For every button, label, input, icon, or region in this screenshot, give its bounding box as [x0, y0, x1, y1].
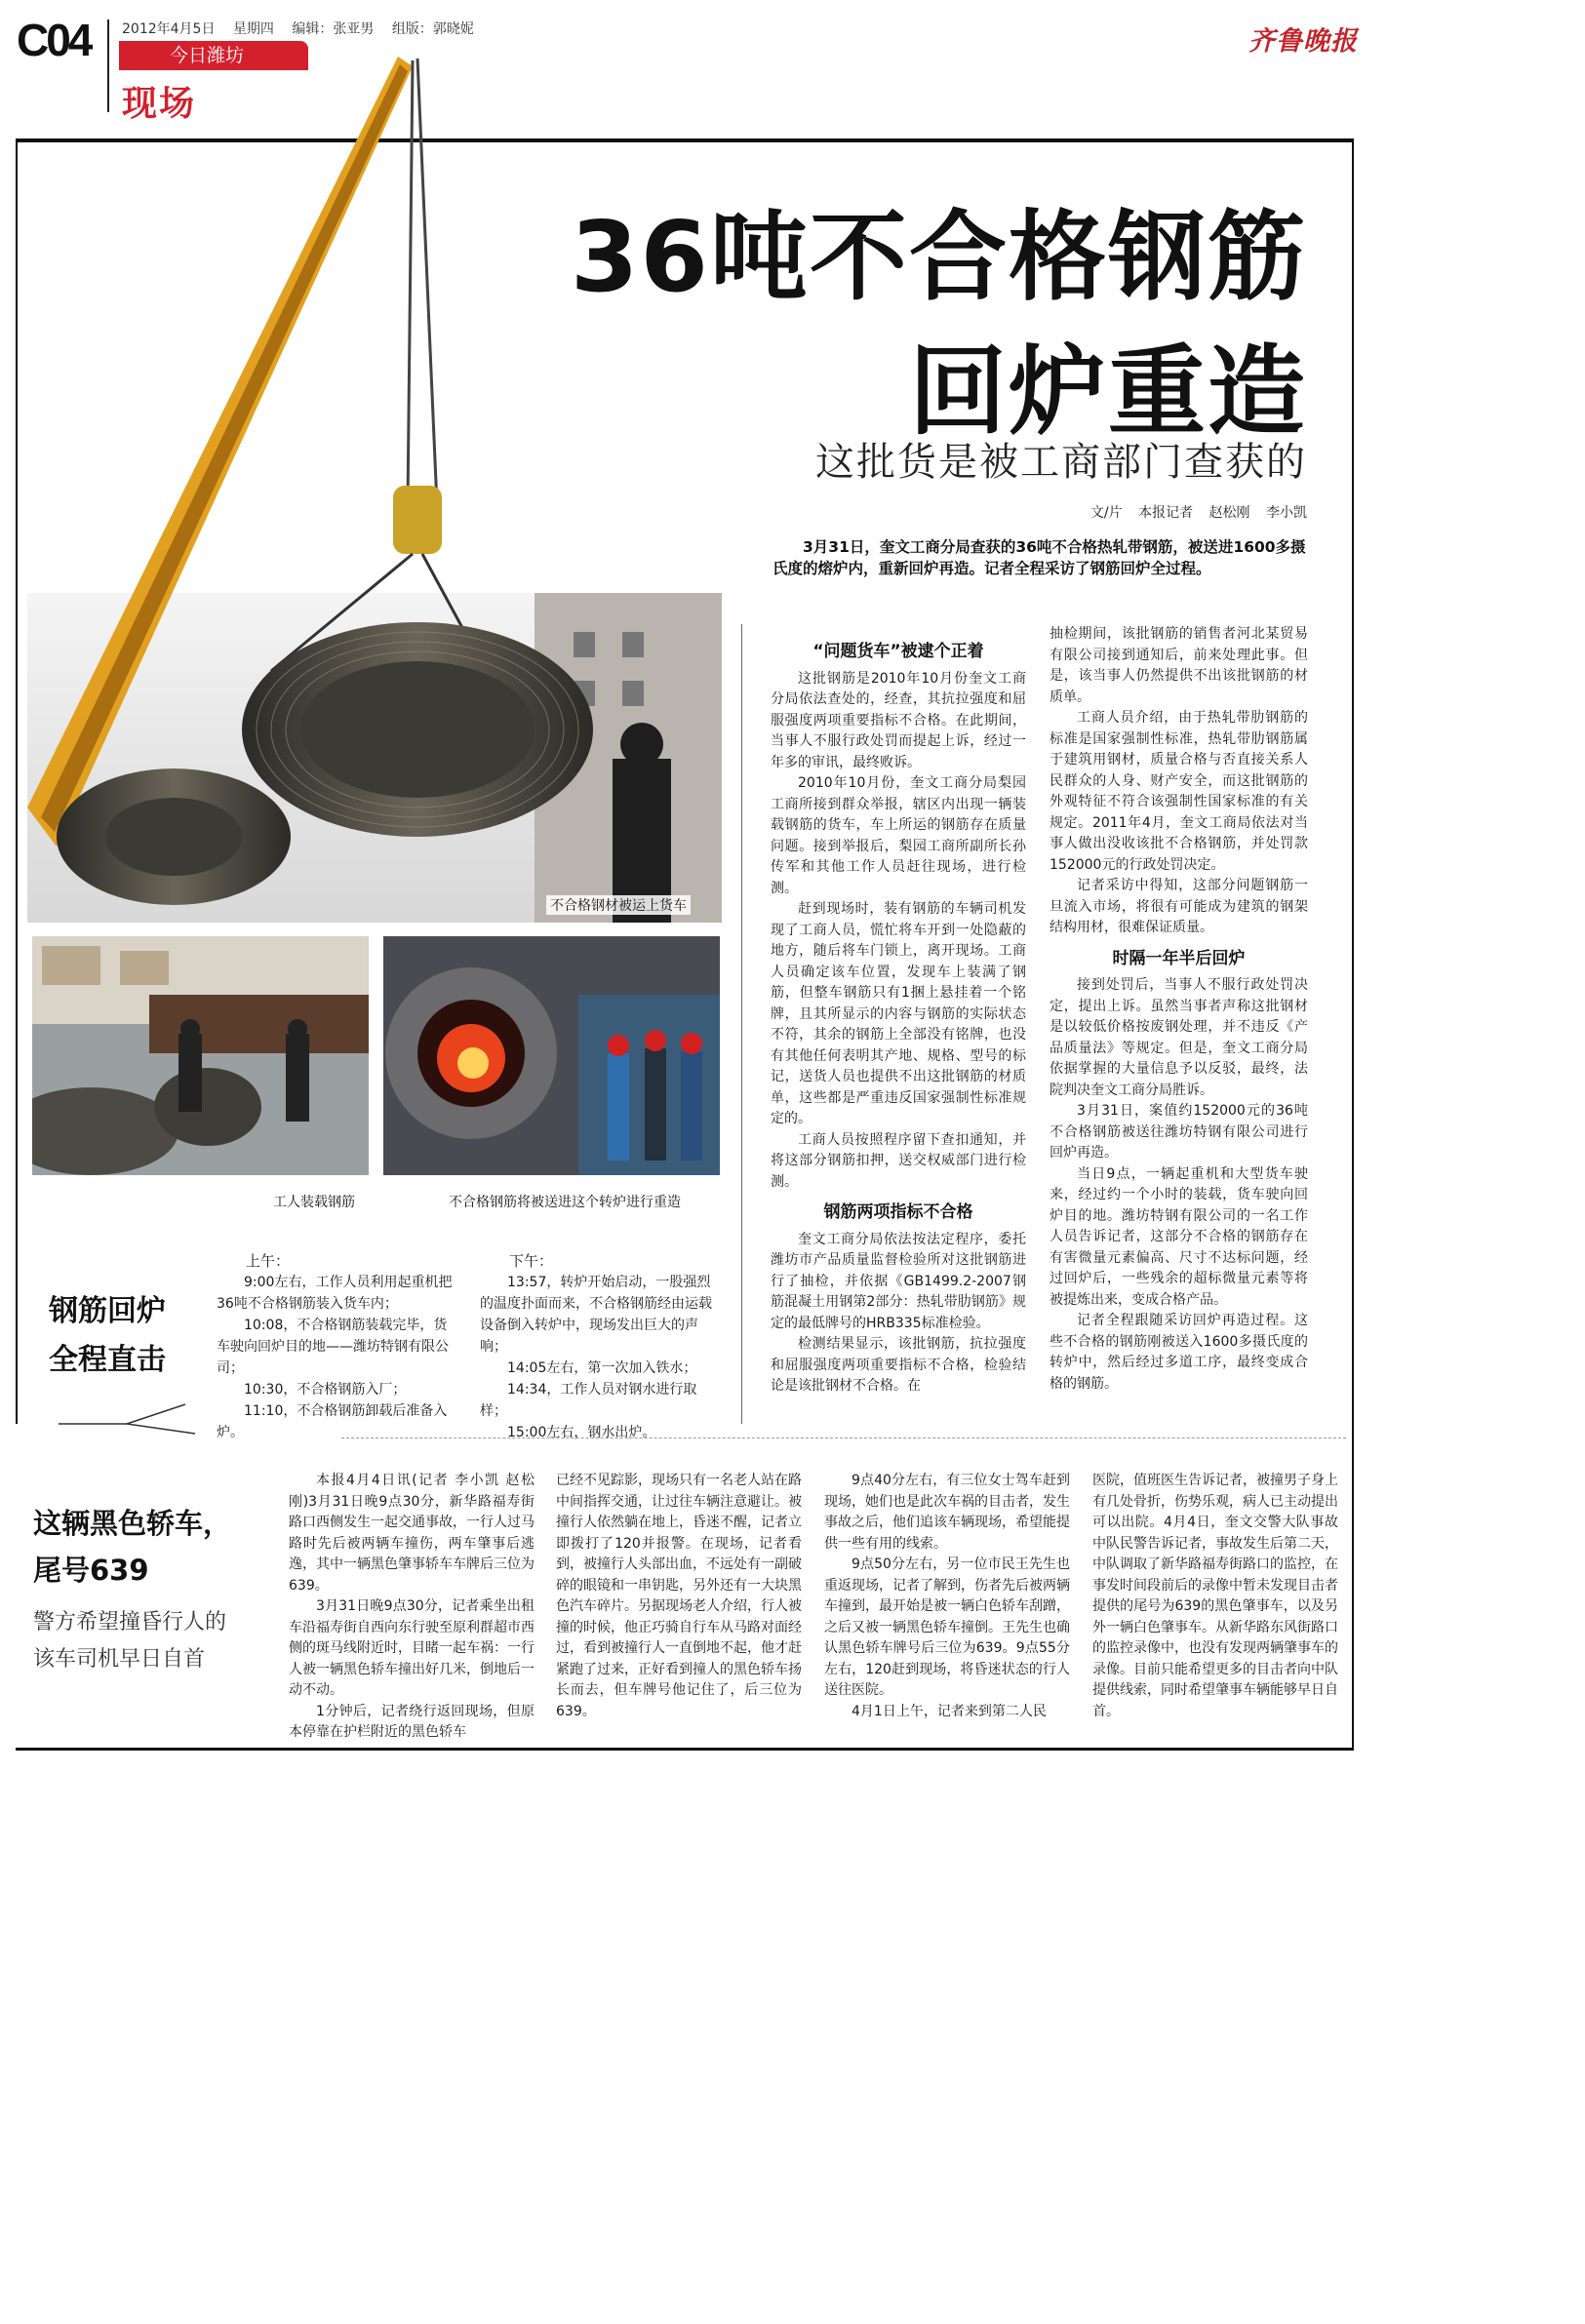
story-paragraph: 3月31日晚9点30分，记者乘坐出租车沿福寿街自西向东行驶至原利群超市西侧的斑马线附近时，目睹一起车祸：一行人被一辆黑色轿车撞出好几米，倒地后一动不动。	[289, 1598, 535, 1698]
caption-photo-right: 不合格钢筋将被送进这个转炉进行重造	[449, 1195, 681, 1210]
article-paragraph: 记者采访中得知，这部分问题钢筋一旦流入市场，将很有可能成为建筑的钢架结构用材，很难保证质量。	[1050, 878, 1308, 935]
article-paragraph: 这批钢筋是2010年10月份奎文工商分局依法查处的，经查，其抗拉强度和屈服强度两项重要指标不合格。在此期间，当事人不服行政处罚而提起上诉，经过一年多的审讯，最终败诉。	[771, 670, 1026, 770]
timeline-title	[49, 1287, 166, 1385]
issue-editor: 编辑：张亚男	[292, 21, 375, 37]
article-paragraph: 接到处罚后，当事人不服行政处罚决定，提出上诉。虽然当事者声称这批钢材是以较低价格按废钢处理，并不违反《产品质量法》等规定。但是，奎文工商分局依据掌握的大量信息予以反驳，最终，法院判决奎文工商分局胜诉。	[1050, 977, 1308, 1098]
caption-photo-left: 工人装载钢筋	[273, 1195, 355, 1210]
article-paragraph: 2010年10月份，奎文工商分局梨园工商所接到群众举报，辖区内出现一辆装载钢筋的货车，车上所运的钢筋存在质量问题。接到举报后，梨园工商所副所长孙传军和其他工作人员赶往现场，进行检测。	[771, 775, 1026, 896]
timeline-am-label: 上午：	[246, 1252, 291, 1270]
byline-role: 本报记者	[1138, 505, 1194, 521]
byline-author-1: 赵松刚	[1209, 505, 1250, 521]
article-paragraph: 工商人员按照程序留下查扣通知，并将这部分钢筋扣押，送交权威部门进行检测。	[771, 1131, 1026, 1190]
story-deck	[33, 1604, 226, 1678]
headline-line-1: 36吨不合格钢筋	[570, 200, 1307, 314]
issue-date: 2012年4月5日	[122, 21, 216, 37]
article-paragraph: 检测结果显示，该批钢筋，抗拉强度和屈服强度两项重要指标不合格，检验结论是该批钢材不合格。在	[771, 1336, 1026, 1394]
lead-paragraph: 3月31日，奎文工商分局查获的36吨不合格热轧带钢筋，被送进1600多摄氏度的熔炉内，重新回炉再造。记者全程采访了钢筋回炉全过程。	[773, 538, 1306, 577]
page-code: C04	[17, 15, 91, 65]
story-deck-line-2: 该车司机早日自首	[33, 1647, 206, 1672]
article-paragraph: 赶到现场时，装有钢筋的车辆司机发现了工商人员，慌忙将车开到一处隐蔽的地方，随后将车门锁上，离开现场。工商人员确定该车位置，发现车上装满了钢筋，但整车钢筋只有1捆上悬挂着一个铭牌，且其所显示的内容与钢筋的实际状态不符，其余的钢筋上全部没有铭牌，也没有其他任何表明其产地、规格、型号的标记，送货人员也提供不出这批钢筋的材质单，这些都是严重违反国家强制性标准规定的。	[771, 901, 1026, 1126]
photo-furnace	[383, 936, 720, 1175]
article-paragraph: 记者全程跟随采访回炉再造过程。这些不合格的钢筋刚被送入1600多摄氏度的转炉中，然后经过多道工序，最终变成合格的钢筋。	[1050, 1313, 1308, 1392]
headline	[507, 190, 1307, 459]
story-col-2	[556, 1471, 802, 1722]
photo-workers-loading	[32, 936, 369, 1175]
article-paragraph: 奎文工商分局依法按法定程序，委托潍坊市产品质量监督检验所对这批钢筋进行了抽检，并依据《GB1499.2-2007钢筋混凝土用钢第2部分：热轧带肋钢筋》规定的最低牌号的HRB335标准检验。	[771, 1231, 1026, 1331]
timeline-entry: 13:57，转炉开始启动，一股强烈的温度扑面而来，不合格钢筋经由运载设备倒入转炉中，现场发出巨大的声响；	[480, 1275, 712, 1355]
timeline-afternoon	[480, 1250, 724, 1443]
timeline-pointer	[59, 1395, 205, 1453]
issue-weekday: 星期四	[232, 21, 274, 37]
story-paragraph: 1分钟后，记者绕行返回现场，但原本停靠在护栏附近的黑色轿车	[289, 1703, 535, 1740]
caption-big-photo: 不合格钢材被运上货车	[546, 895, 691, 915]
article-paragraph: 工商人员介绍，由于热轧带肋钢筋的标准是国家强制性标准，热轧带肋钢筋属于建筑用钢材，质量合格与否直接关系人民群众的人身、财产安全，而这批钢筋的外观特征不符合该强制性国家标准的有关规定。2011年4月，奎文工商局依法对当事人做出没收该批不合格钢筋，并处罚款152000元的行政处罚决定。	[1050, 710, 1308, 873]
story-deck-line-1: 警方希望撞昏行人的	[33, 1610, 227, 1635]
issue-layout: 组版：郭晓妮	[391, 21, 474, 37]
article-col-1	[771, 632, 1026, 1398]
byline-credit: 文/片	[1090, 505, 1123, 521]
frame-left-rule	[16, 138, 18, 1424]
section-heading-1: “问题货车”被逮个正着	[812, 642, 984, 661]
timeline-entry: 9:00左右，工作人员利用起重机把36吨不合格钢筋装入货车内；	[217, 1275, 453, 1312]
timeline-pm-label: 下午：	[509, 1252, 554, 1270]
masthead-logo: 齐鲁晚报	[1248, 26, 1358, 57]
story-paragraph: 本报4月4日讯(记者 李小凯 赵松刚)3月31日晚9点30分，新华路福寿街路口西侧发生一起交通事故，一行人过马路时先后被两辆车撞伤，两车肇事后逃逸，其中一辆黑色肇事轿车车牌后三位为639。	[289, 1473, 535, 1594]
article-paragraph: 当日9点，一辆起重机和大型货车驶来，经过约一个小时的装载，货车驶向回炉目的地。潍坊特钢有限公司的一名工作人员告诉记者，这部分不合格的钢筋存在有害微量元素偏高、尺寸不达标问题，经过回炉后，一些残余的超标微量元素等将被提炼出来，变成合格产品。	[1050, 1165, 1308, 1308]
story-paragraph: 9点50分左右，另一位市民王先生也重返现场，记者了解到，伤者先后被两辆车撞到，最开始是被一辆白色轿车刮蹭，之后又被一辆黑色轿车撞倒。王先生也确认黑色轿车牌号后三位为639。9点55分左右，120赶到现场，将昏迷状态的行人送往医院。	[824, 1556, 1070, 1698]
story-col-1	[289, 1471, 535, 1744]
timeline-title-line-1: 钢筋回炉	[49, 1294, 166, 1328]
story-paragraph: 4月1日上午，记者来到第二人民	[852, 1703, 1047, 1719]
section-heading-2: 钢筋两项指标不合格	[823, 1202, 973, 1222]
story-title-line-2: 尾号639	[33, 1554, 149, 1587]
section-heading-3: 时隔一年半后回炉	[1112, 948, 1246, 968]
story-paragraph: 9点40分左右，有三位女士驾车赶到现场，她们也是此次车祸的目击者，发生事故之后，他们追该车辆现场，希望能提供一些有用的线索。	[824, 1473, 1070, 1552]
story-paragraph: 已经不见踪影，现场只有一名老人站在路中间指挥交通，让过往车辆注意避让。被撞行人依然躺在地上，昏迷不醒，记者立即拨打了120并报警。在现场，记者看到，被撞行人头部出血，不远处有一副破碎的眼镜和一串钥匙，另外还有一大块黑色汽车碎片。另据现场老人介绍，行人被撞的时候，他正巧骑自行车从马路对面经过，看到被撞行人一直倒地不起，他才赶紧跑了过来，正好看到撞人的黑色轿车扬长而去，但车牌号他记住了，后三位为639。	[556, 1473, 802, 1719]
byline	[878, 502, 1307, 522]
section-name: 现场	[122, 84, 197, 124]
timeline-entry: 10:30，不合格钢筋入厂；	[244, 1382, 407, 1398]
article-col-2	[1050, 624, 1308, 1395]
headline-line-2: 回炉重造	[909, 335, 1307, 449]
byline-author-2: 李小凯	[1266, 505, 1307, 521]
article-paragraph: 3月31日，案值约152000元的36吨不合格钢筋被送往潍坊特钢有限公司进行回炉再造。	[1050, 1103, 1308, 1161]
timeline-entry: 14:34，工作人员对钢水进行取样；	[480, 1382, 697, 1419]
bottom-rule	[16, 1748, 1354, 1751]
timeline-entry: 10:08，不合格钢筋装载完毕，货车驶向回炉目的地——潍坊特钢有限公司；	[217, 1318, 449, 1376]
subheadline: 这批货是被工商部门查获的	[815, 440, 1307, 485]
timeline-entry: 14:05左右，第一次加入铁水；	[507, 1360, 697, 1376]
story-col-4	[1092, 1471, 1338, 1722]
story-paragraph: 医院，值班医生告诉记者，被撞男子身上有几处骨折，伤势乐观，病人已主动提出可以出院。4月4日，奎文交警大队事故中队民警告诉记者，事故发生后第二天，中队调取了新华路福寿街路口的监控，在事发时间段前后的录像中暂未发现目击者提供的尾号为639的黑色肇事车，以及另外一辆白色肇事车。从新华路东风街路口的监控录像中，也没有发现两辆肇事车的录像。目前只能希望更多的目击者向中队提供线索，同时希望肇事车辆能够早日自首。	[1092, 1473, 1338, 1719]
column-divider	[741, 624, 742, 1424]
timeline-title-line-2: 全程直击	[49, 1343, 166, 1377]
story-title-line-1: 这辆黑色轿车，	[33, 1507, 232, 1540]
story-title	[33, 1500, 231, 1594]
article-paragraph: 抽检期间，该批钢筋的销售者河北某贸易有限公司接到通知后，前来处理此事。但是，该当事人仍然提供不出该批钢筋的材质单。	[1050, 626, 1308, 705]
timeline-morning	[217, 1250, 458, 1443]
story-col-3	[824, 1471, 1070, 1722]
timeline-entry: 15:00左右，钢水出炉。	[507, 1425, 656, 1440]
frame-right-rule	[1352, 138, 1354, 1750]
issue-meta	[122, 19, 488, 38]
section-badge: 今日潍坊	[119, 41, 308, 70]
timeline-entry: 11:10，不合格钢筋卸载后准备入炉。	[217, 1403, 448, 1440]
